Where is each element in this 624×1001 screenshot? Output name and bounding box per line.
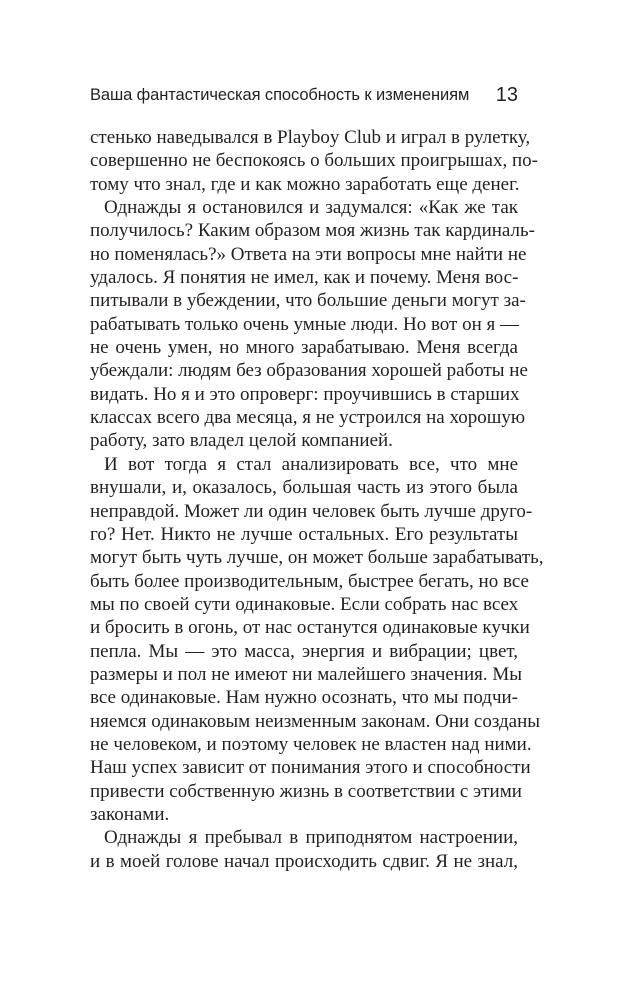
- text-line: го? Нет. Никто не лучше остальных. Его результаты: [90, 523, 518, 545]
- text-line: привести собственную жизнь в соответствии с этими: [90, 780, 522, 802]
- text-line: могут быть чуть лучше, он может больше зарабатывать,: [90, 547, 544, 569]
- text-line: няемся одинаковым неизменным законам. Они созданы: [90, 710, 541, 732]
- paragraph: [90, 453, 544, 827]
- text-line: мы по своей сути одинаковые. Если собрать нас всех: [90, 593, 519, 615]
- text-line: Однажды я остановился и задумался: «Как же так: [104, 197, 518, 219]
- text-line: видать. Но я и это опроверг: проучившись в старших: [90, 383, 520, 405]
- paragraph: [90, 826, 518, 873]
- text-line: И вот тогда я стал анализировать все, что мне: [104, 453, 518, 475]
- text-line: Однажды я пребывал в приподнятом настроении,: [104, 827, 518, 849]
- text-line: пепла. Мы — это масса, энергия и вибрации; цвет,: [90, 640, 518, 662]
- text-line: быть более производительным, быстрее бегать, но все: [90, 570, 529, 592]
- text-line: размеры и пол не имеют ни малейшего значения. Мы: [90, 663, 523, 685]
- body-text: [90, 126, 544, 873]
- text-line: и бросить в огонь, от нас останутся одинаковые кучки: [90, 617, 530, 639]
- text-line: стенько наведывался в Playboy Club и играл в рулетку,: [90, 127, 531, 148]
- text-line: питывали в убеждении, что большие деньги могут за-: [90, 290, 526, 312]
- text-line: и в моей голове начал происходить сдвиг. Я не знал,: [90, 850, 518, 872]
- text-line: совершенно не беспокоясь о больших проигрышах, по-: [90, 150, 538, 172]
- text-line: классах всего два месяца, я не устроился на хорошую: [90, 407, 526, 429]
- text-line: получилось? Каким образом моя жизнь так кардиналь-: [90, 220, 535, 242]
- text-line: неправдой. Может ли один человек быть лучше друго-: [90, 500, 533, 522]
- page-number: 13: [495, 84, 518, 106]
- text-line: тому что знал, где и как можно заработать еще денег.: [90, 173, 520, 195]
- text-line: внушали, и, оказалось, большая часть из этого была: [90, 477, 518, 499]
- text-line: все одинаковые. Нам нужно осознать, что мы подчи-: [90, 687, 518, 709]
- paragraph: [90, 126, 538, 196]
- text-line: но поменялась?» Ответа на эти вопросы мне найти не: [90, 243, 527, 265]
- running-title: Ваша фантастическая способность к изменениям: [90, 86, 470, 104]
- text-line: не очень умен, но много зарабатываю. Меня всегда: [90, 337, 518, 359]
- paragraph: [90, 196, 535, 453]
- text-line: убеждали: людям без образования хорошей работы не: [90, 360, 528, 382]
- text-line: Наш успех зависит от понимания этого и способности: [90, 757, 531, 779]
- text-line: работу, зато владел целой компанией.: [90, 430, 393, 452]
- text-line: удалось. Я понятия не имел, как и почему. Меня вос-: [90, 267, 519, 289]
- text-line: законами.: [90, 803, 170, 825]
- text-line: рабатывать только очень умные люди. Но вот он я —: [90, 313, 519, 335]
- text-line: не человеком, и поэтому человек не властен над ними.: [90, 733, 532, 755]
